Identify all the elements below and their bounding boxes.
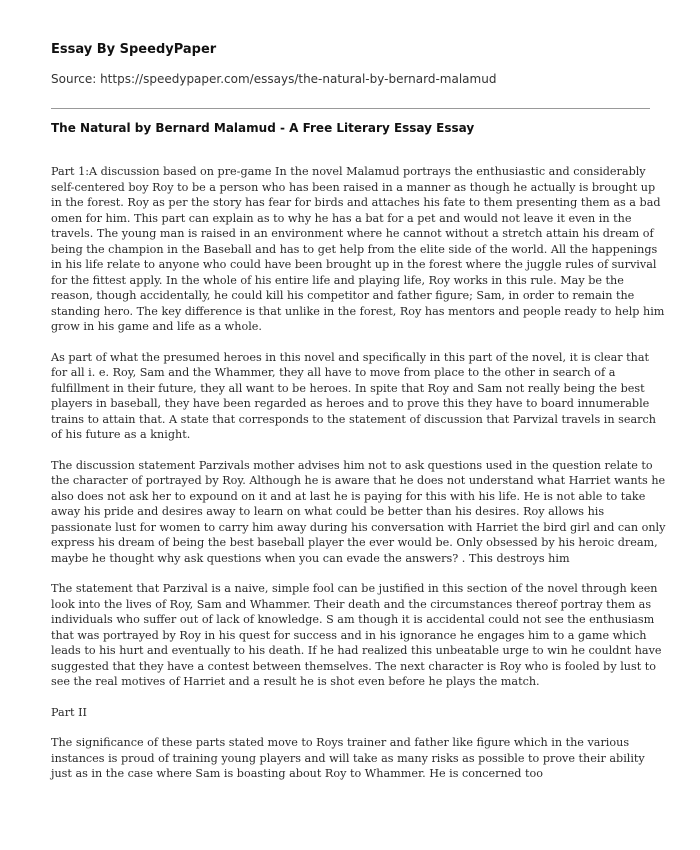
essay-body — [51, 164, 666, 797]
essay-paragraph: As part of what the presumed heroes in this novel and specifically in this part of the novel, it is clear that for all i. e. Roy, Sam and the Whammer, they all have to move from place to the other in search of a fulfillment in their future, they all want to be heroes. In spite that Roy and Sam not really being the best players in baseball, they have been regarded as heroes and to prove this they have to board innumerable trains to attain that. A state that corresponds to the statement of discussion that Parvizal travels in search of his future as a knight. — [51, 350, 656, 441]
essay-paragraph: The discussion statement Parzivals mother advises him not to ask questions used in the question relate to the character of portrayed by Roy. Although he is aware that he does not understand what Harriet wants he also does not ask her to expound on it and at last he is paying for this with his life. He is not able to take away his pride and desires away to learn on what could be better than his desires. Roy allows his passionate lust for women to carry him away during his conversation with Harriet the bird girl and can only express his dream of being the best baseball player the ever would be. Only obsessed by his heroic dream, maybe he thought why ask questions when you can evade the answers? . This destroys him — [51, 458, 666, 565]
part-heading: Part II — [51, 705, 87, 719]
essay-title: The Natural by Bernard Malamud - A Free Literary Essay Essay — [51, 121, 475, 135]
essay-paragraph: The statement that Parzival is a naive, simple fool can be justified in this section of the novel through keen look into the lives of Roy, Sam and Whammer. Their death and the circumstances thereof portray them as individuals who suffer out of lack of knowledge. S am though it is accidental could not see the enthusiasm that was portrayed by Roy in his quest for success and in his ignorance he engages him to a game which leads to his hurt and eventually to his death. If he had realized this unbeatable urge to win he couldnt have suggested that they have a contest between themselves. The next character is Roy who is fooled by lust to see the real motives of Harriet and a result he is shot even before he plays the match. — [51, 582, 662, 688]
essay-paragraph: Part 1:A discussion based on pre-game In the novel Malamud portrays the enthusiastic and considerably self-centered boy Roy to be a person who has been raised in a manner as though he actually is brought up in the forest. Roy as per the story has fear for birds and attaches his fate to them presenting them as a bad omen for him. This part can explain as to why he has a bat for a pet and would not leave it even in the travels. The young man is raised in an environment where he cannot without a stretch attain his dream of being the champion in the Baseball and has to get help from the elite side of the world. All the happenings in his life relate to anyone who could have been brought up in the forest where the juggle rules of survival for the fittest apply. In the whole of his entire life and playing life, Roy works in this rule. May be the reason, though accidentally, he could kill his competitor and father figure; Sam, in order to remain the standing hero. The key difference is that unlike in the forest, Roy has mentors and people ready to help him grow in his game and life as a whole. — [51, 165, 665, 333]
brand-heading: Essay By SpeedyPaper — [51, 42, 217, 57]
essay-paragraph: The significance of these parts stated move to Roys trainer and father like figure which in the various instances is proud of training young players and will take as many risks as possible to prove their ability just as in the case where Sam is boasting about Roy to Whammer. He is concerned too — [51, 736, 645, 780]
source-line: Source: https://speedypaper.com/essays/the-natural-by-bernard-malamud — [51, 72, 497, 86]
header-divider — [51, 108, 650, 109]
